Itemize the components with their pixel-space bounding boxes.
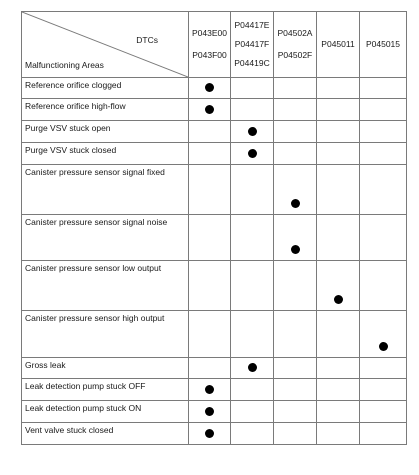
dtc-mark-cell — [231, 143, 274, 165]
malfunction-area-cell: Leak detection pump stuck ON — [22, 401, 189, 423]
dtc-code: P045015 — [365, 39, 401, 49]
dtc-mark-cell — [317, 261, 360, 311]
filled-circle-icon — [291, 245, 300, 254]
dtc-mark-cell — [231, 121, 274, 143]
dtc-code: P04502A — [277, 28, 313, 38]
dtcs-header-label: DTCs — [136, 35, 158, 45]
dtc-code: P04417E — [234, 20, 270, 30]
dtc-column-header — [189, 12, 231, 78]
table-row — [22, 143, 407, 165]
dtc-mark-cell — [189, 165, 231, 215]
dtc-mark-cell — [274, 143, 317, 165]
dtc-column-header — [317, 12, 360, 78]
dtc-code: P04419C — [234, 58, 270, 68]
malfunction-area-cell: Vent valve stuck closed — [22, 423, 189, 445]
dtc-mark-cell — [317, 379, 360, 401]
dtc-mark-cell — [274, 311, 317, 358]
malfunction-area-cell: Canister pressure sensor low output — [22, 261, 189, 311]
dtc-mark-cell — [360, 261, 407, 311]
table-row — [22, 379, 407, 401]
malfunction-area-cell: Canister pressure sensor signal fixed — [22, 165, 189, 215]
dtc-mark-cell — [189, 311, 231, 358]
dtc-mark-cell — [317, 401, 360, 423]
table-row — [22, 358, 407, 379]
filled-circle-icon — [334, 295, 343, 304]
dtc-mark-cell — [360, 143, 407, 165]
filled-circle-icon — [205, 105, 214, 114]
dtc-column-header — [360, 12, 407, 78]
dtc-mark-cell — [360, 121, 407, 143]
filled-circle-icon — [205, 429, 214, 438]
dtc-mark-cell — [189, 423, 231, 445]
dtc-code: P043F00 — [192, 50, 227, 60]
dtc-mark-cell — [231, 401, 274, 423]
table-body — [22, 78, 407, 445]
dtc-mark-cell — [231, 165, 274, 215]
dtc-mark-cell — [360, 379, 407, 401]
dtc-code: P045011 — [321, 39, 355, 49]
malfunction-area-cell: Canister pressure sensor signal noise — [22, 215, 189, 261]
malfunction-area-cell: Reference orifice high-flow — [22, 99, 189, 121]
table-row — [22, 78, 407, 99]
dtc-mark-cell — [360, 165, 407, 215]
dtc-mark-cell — [360, 215, 407, 261]
dtc-code: P04417F — [234, 39, 270, 49]
table-row — [22, 401, 407, 423]
dtc-mark-cell — [189, 78, 231, 99]
dtc-mark-cell — [274, 379, 317, 401]
dtc-mark-cell — [317, 121, 360, 143]
dtc-mark-cell — [231, 379, 274, 401]
filled-circle-icon — [248, 149, 257, 158]
header-row — [22, 12, 407, 78]
dtc-mark-cell — [189, 379, 231, 401]
dtc-mark-cell — [274, 78, 317, 99]
dtc-mark-cell — [317, 99, 360, 121]
dtc-mark-cell — [274, 261, 317, 311]
filled-circle-icon — [205, 83, 214, 92]
dtc-mark-cell — [231, 215, 274, 261]
dtc-mark-cell — [274, 358, 317, 379]
dtc-mark-cell — [317, 143, 360, 165]
dtc-mark-cell — [317, 358, 360, 379]
filled-circle-icon — [291, 199, 300, 208]
filled-circle-icon — [248, 363, 257, 372]
filled-circle-icon — [205, 407, 214, 416]
dtc-mark-cell — [189, 358, 231, 379]
dtc-code: P043E00 — [192, 28, 227, 38]
dtc-mark-cell — [360, 401, 407, 423]
dtc-mark-cell — [274, 165, 317, 215]
dtc-mark-cell — [274, 121, 317, 143]
dtc-mark-cell — [189, 215, 231, 261]
malfunction-area-cell: Leak detection pump stuck OFF — [22, 379, 189, 401]
dtc-column-header — [274, 12, 317, 78]
dtc-mark-cell — [360, 423, 407, 445]
dtc-mark-cell — [274, 423, 317, 445]
malfunction-area-cell: Purge VSV stuck closed — [22, 143, 189, 165]
dtc-mark-cell — [317, 165, 360, 215]
filled-circle-icon — [205, 385, 214, 394]
dtc-mark-cell — [231, 261, 274, 311]
table-row — [22, 423, 407, 445]
dtc-mark-cell — [231, 99, 274, 121]
filled-circle-icon — [379, 342, 388, 351]
dtc-mark-cell — [231, 78, 274, 99]
table-row — [22, 165, 407, 215]
dtc-mark-cell — [360, 358, 407, 379]
dtc-mark-cell — [189, 401, 231, 423]
table-row — [22, 99, 407, 121]
dtc-mark-cell — [360, 99, 407, 121]
table-row — [22, 215, 407, 261]
malfunction-area-cell: Purge VSV stuck open — [22, 121, 189, 143]
dtc-mark-cell — [317, 78, 360, 99]
dtc-mark-cell — [274, 401, 317, 423]
dtc-mark-cell — [274, 215, 317, 261]
dtc-mark-cell — [189, 121, 231, 143]
malfunction-area-cell: Gross leak — [22, 358, 189, 379]
header-corner-cell — [22, 12, 189, 78]
dtc-mark-cell — [317, 215, 360, 261]
dtc-mark-cell — [231, 358, 274, 379]
dtc-mark-cell — [360, 78, 407, 99]
dtc-code: P04502F — [277, 50, 313, 60]
table-row — [22, 121, 407, 143]
dtc-mark-cell — [317, 423, 360, 445]
malfunction-area-cell: Reference orifice clogged — [22, 78, 189, 99]
dtc-mark-cell — [231, 311, 274, 358]
filled-circle-icon — [248, 127, 257, 136]
dtc-mark-cell — [189, 143, 231, 165]
dtc-mark-cell — [360, 311, 407, 358]
dtc-mark-cell — [274, 99, 317, 121]
dtc-column-header — [231, 12, 274, 78]
dtc-mark-cell — [317, 311, 360, 358]
dtc-malfunction-table — [21, 11, 407, 445]
dtc-mark-cell — [189, 99, 231, 121]
table-row — [22, 261, 407, 311]
table-row — [22, 311, 407, 358]
malfunctioning-areas-header-label: Malfunctioning Areas — [25, 60, 104, 70]
malfunction-area-cell: Canister pressure sensor high output — [22, 311, 189, 358]
dtc-mark-cell — [189, 261, 231, 311]
dtc-table-container — [21, 11, 407, 445]
dtc-mark-cell — [231, 423, 274, 445]
